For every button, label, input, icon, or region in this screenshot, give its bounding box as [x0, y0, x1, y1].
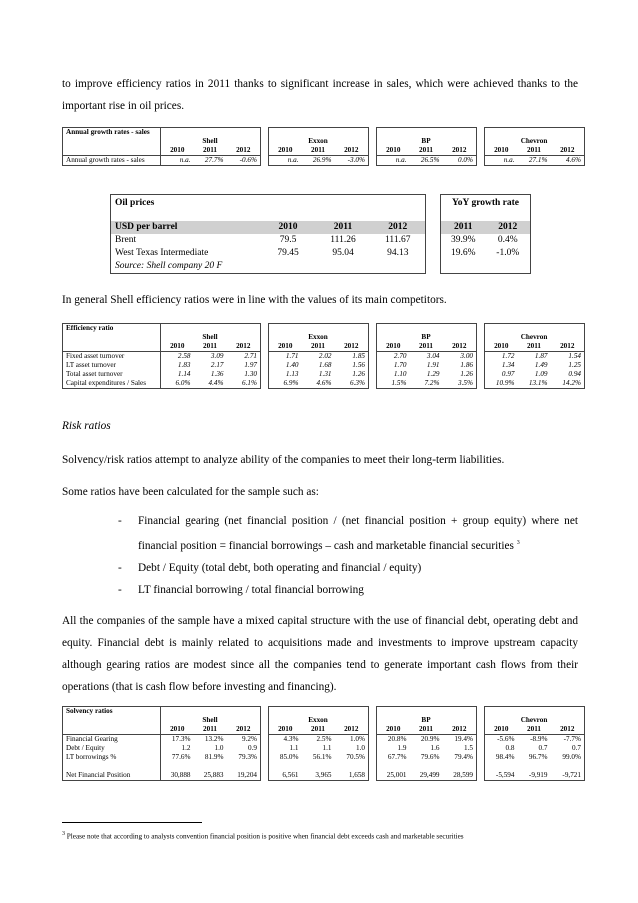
some-ratios-paragraph: Some ratios have been calculated for the sample such as:	[62, 486, 319, 498]
cell: 95.04	[332, 247, 354, 258]
table-cell: 27.7%	[194, 156, 227, 166]
table-title: Efficiency ratio	[63, 324, 161, 334]
table-cell: 10.9%	[485, 379, 518, 389]
table-cell: 20.8%	[377, 735, 410, 745]
table-cell: n.a.	[485, 156, 518, 166]
table-cell: 4.3%	[269, 735, 302, 745]
table-cell: 13.2%	[204, 735, 224, 743]
year-header: 2010	[161, 342, 194, 352]
table-cell: 1.40	[269, 361, 302, 370]
intro-paragraph: to improve efficiency ratios in 2011 thanks to significant increase in sales, which were achieved thanks to the important rise in oil prices.	[62, 78, 578, 112]
table-cell: -8.9%	[530, 735, 548, 743]
table-cell: 0.97	[485, 370, 518, 379]
table-cell: 1.72	[485, 352, 518, 362]
year-header: 2010	[269, 342, 302, 352]
table-cell: -9,721	[551, 771, 585, 781]
list-item-text: Financial gearing (net financial position / (net financial position + group equity) where net financial position = financial borrowings – cash and marketable financial securities	[138, 515, 578, 552]
company-header: Shell	[202, 333, 218, 341]
unit-label: USD per barrel	[111, 221, 261, 234]
year-header: 2012	[443, 146, 477, 156]
company-header: BP	[421, 716, 431, 724]
table-cell: 1.87	[534, 352, 548, 360]
table-cell: 20.9%	[420, 735, 440, 743]
table-cell: 0.8	[485, 744, 518, 753]
year-header: 2011	[518, 342, 551, 352]
solvency-paragraph: Solvency/risk ratios attempt to analyze ability of the companies to meet their long-term liabilities.	[62, 454, 505, 466]
footnote	[62, 830, 582, 841]
table-cell: n.a.	[377, 156, 410, 166]
table-cell: 30,888	[161, 771, 194, 781]
cell: 0.4%	[486, 234, 531, 247]
table-cell: 1.9	[377, 744, 410, 753]
table-cell: 14.2%	[551, 379, 585, 389]
year-header: 2010	[161, 146, 194, 156]
table-cell: 1.31	[318, 370, 332, 378]
table-cell: 1.0	[335, 744, 369, 753]
table-cell: 29,499	[410, 771, 443, 781]
table-cell: 2.02	[318, 352, 332, 360]
year-header: 2010	[261, 221, 316, 234]
table-cell: 1.97	[227, 361, 261, 370]
table-cell: 1.36	[210, 370, 224, 378]
table-cell: 0.7	[551, 744, 585, 753]
year-header: 2011	[302, 146, 335, 156]
row-label: LT borrowings %	[63, 753, 161, 762]
company-header: Shell	[202, 716, 218, 724]
year-header: 2012	[335, 725, 369, 735]
table-cell: 98.4%	[485, 753, 518, 762]
row-label: LT asset turnover	[63, 361, 161, 370]
year-header: 2012	[443, 725, 477, 735]
table-cell: 1.26	[443, 370, 477, 379]
table-cell: 79.4%	[443, 753, 477, 762]
year-header: 2012	[227, 146, 261, 156]
year-header: 2011	[410, 342, 443, 352]
table-cell: 3.09	[210, 352, 224, 360]
cell: 79.45	[277, 247, 299, 258]
table-cell: 13.1%	[518, 379, 551, 389]
year-header: 2012	[443, 342, 477, 352]
table-cell: 6.0%	[161, 379, 194, 389]
table-cell: 2.70	[377, 352, 410, 362]
table-cell: 0.94	[551, 370, 585, 379]
year-header: 2010	[485, 342, 518, 352]
table-title: Annual growth rates - sales	[63, 128, 161, 138]
row-label: West Texas Intermediate	[111, 247, 261, 260]
row-label: Debt / Equity	[63, 744, 161, 753]
table-cell: 3.04	[426, 352, 440, 360]
company-header: Exxon	[308, 716, 328, 724]
table-cell: 1.5%	[377, 379, 410, 389]
company-header: Chevron	[520, 333, 548, 341]
source-note: Source: Shell company 20 F	[111, 260, 261, 274]
table-title: Solvency ratios	[63, 707, 161, 717]
table-cell: -5.6%	[485, 735, 518, 745]
table-cell: -3.0%	[335, 156, 369, 166]
year-header: 2012	[227, 725, 261, 735]
cell: 111.26	[330, 234, 356, 245]
row-label: Net Financial Position	[63, 771, 161, 781]
table-cell: -7.7%	[551, 735, 585, 745]
growth-year-header: 2012	[486, 221, 531, 234]
cell: 39.9%	[441, 234, 486, 247]
year-header: 2010	[485, 146, 518, 156]
bullet-dash: -	[118, 583, 122, 596]
table-cell: 1.34	[485, 361, 518, 370]
table-cell: 1.54	[551, 352, 585, 362]
list-item-text: Debt / Equity (total debt, both operating and financial / equity)	[138, 561, 422, 574]
solvency-ratio-table	[62, 706, 585, 781]
list-item	[118, 510, 578, 557]
footnote-text: Please note that according to analysts convention financial position is positive when financial debt exceeds cash and marketable securities	[66, 832, 464, 841]
table-cell: 2.5%	[316, 735, 332, 743]
table-cell: 2.71	[227, 352, 261, 362]
year-header: 2010	[485, 725, 518, 735]
table-cell: 26.9%	[302, 156, 335, 166]
cell: 94.13	[371, 247, 426, 260]
table-cell: 1.29	[426, 370, 440, 378]
table-cell: 1.6	[430, 744, 440, 752]
bullet-dash: -	[118, 515, 122, 527]
row-label: Capital expenditures / Sales	[63, 379, 161, 389]
table-cell: 6.9%	[269, 379, 302, 389]
footnote-number: 3	[62, 831, 65, 837]
table-cell: 28,599	[443, 771, 477, 781]
table-cell: 1.25	[551, 361, 585, 370]
table-cell: 1.70	[377, 361, 410, 370]
table-cell: 81.9%	[204, 753, 224, 761]
table-cell: -9,919	[518, 771, 551, 781]
table-cell: 25,001	[377, 771, 410, 781]
efficiency-ratio-table	[62, 323, 585, 389]
oil-table-title: Oil prices	[111, 195, 261, 213]
table-cell: 1.0	[214, 744, 224, 752]
table-cell: 1.56	[335, 361, 369, 370]
table-cell: 96.7%	[528, 753, 548, 761]
year-header: 2011	[518, 725, 551, 735]
table-cell: 17.3%	[161, 735, 194, 745]
table-cell: 1.68	[318, 361, 332, 369]
table-cell: 3,965	[302, 771, 335, 781]
table-cell: 99.0%	[551, 753, 585, 762]
table-cell: 1.26	[335, 370, 369, 379]
table-cell: 1.49	[534, 361, 548, 369]
table-cell: 1.86	[443, 361, 477, 370]
year-header: 2011	[194, 146, 227, 156]
table-cell: 25,883	[194, 771, 227, 781]
table-cell: 1.71	[269, 352, 302, 362]
table-cell: 1.5	[443, 744, 477, 753]
table-cell: 2.58	[161, 352, 194, 362]
year-header: 2010	[269, 146, 302, 156]
cell: -1.0%	[486, 247, 531, 260]
table-cell: 1.30	[227, 370, 261, 379]
year-header: 2011	[194, 725, 227, 735]
table-cell: 0.9	[227, 744, 261, 753]
row-label: Brent	[111, 234, 261, 247]
table-cell: 27.1%	[518, 156, 551, 166]
list-item	[118, 579, 578, 601]
year-header: 2012	[335, 146, 369, 156]
table-cell: 1.1	[269, 744, 302, 753]
table-cell: -5,594	[485, 771, 518, 781]
table-cell: 3.5%	[443, 379, 477, 389]
cell: 79.5	[279, 234, 297, 245]
growth-year-header: 2011	[441, 221, 486, 234]
table-cell: 1.14	[161, 370, 194, 379]
list-item-text: LT financial borrowing / total financial borrowing	[138, 583, 364, 596]
table-cell: 26.5%	[410, 156, 443, 166]
oil-prices-table	[110, 194, 531, 274]
table-cell: 9.2%	[227, 735, 261, 745]
table-cell: 67.7%	[377, 753, 410, 762]
year-header: 2012	[335, 342, 369, 352]
row-label: Financial Gearing	[63, 735, 161, 745]
table-cell: 1.1	[322, 744, 332, 752]
table-cell: 4.6%	[302, 379, 335, 389]
year-header: 2010	[161, 725, 194, 735]
table-cell: 0.7	[538, 744, 548, 752]
table-cell: 3.00	[443, 352, 477, 362]
year-header: 2011	[194, 342, 227, 352]
table-cell: n.a.	[269, 156, 302, 166]
list-item	[118, 557, 578, 579]
year-header: 2012	[371, 221, 426, 234]
footnote-ref: 3	[516, 540, 520, 546]
table-cell: 1,658	[335, 771, 369, 781]
company-header: Shell	[202, 137, 218, 145]
growth-title: YoY growth rate	[441, 195, 531, 213]
year-header: 2012	[551, 146, 585, 156]
year-header: 2011	[302, 725, 335, 735]
capital-structure-paragraph: All the companies of the sample have a mixed capital structure with the use of financial debt, operating debt and equity. Financial debt is mainly related to acquisitions made and investments to improve upstream capacity although gearing ratios are modest since all the companies tend to generate important cash flows from their operations (that is cash flow before investing and financing).	[62, 615, 578, 693]
year-header: 2011	[410, 725, 443, 735]
table-cell: 1.83	[161, 361, 194, 370]
year-header: 2010	[269, 725, 302, 735]
company-header: Exxon	[308, 137, 328, 145]
table-cell: 79.6%	[420, 753, 440, 761]
year-header: 2012	[227, 342, 261, 352]
company-header: Exxon	[308, 333, 328, 341]
table-cell: 56.1%	[312, 753, 332, 761]
table-cell: 6.3%	[335, 379, 369, 389]
row-label: Fixed asset turnover	[63, 352, 161, 362]
table-cell: -0.6%	[227, 156, 261, 166]
table-cell: 6,561	[269, 771, 302, 781]
table-cell: 1.10	[377, 370, 410, 379]
ratio-list	[118, 510, 578, 601]
company-header: Chevron	[520, 137, 548, 145]
table-cell: 1.13	[269, 370, 302, 379]
year-header: 2010	[377, 725, 410, 735]
company-header: Chevron	[520, 716, 548, 724]
row-label: Total asset turnover	[63, 370, 161, 379]
table-cell: n.a.	[161, 156, 194, 166]
year-header: 2011	[410, 146, 443, 156]
year-header: 2011	[302, 342, 335, 352]
efficiency-paragraph: In general Shell efficiency ratios were in line with the values of its main competitors.	[62, 294, 447, 306]
table-cell: 1.85	[335, 352, 369, 362]
table-cell: 85.0%	[269, 753, 302, 762]
year-header: 2010	[377, 146, 410, 156]
company-header: BP	[421, 333, 431, 341]
footnote-divider	[62, 822, 202, 823]
growth-rates-table	[62, 127, 585, 166]
table-cell: 0.0%	[443, 156, 477, 166]
cell: 111.67	[371, 234, 426, 247]
year-header: 2012	[551, 725, 585, 735]
table-cell: 70.5%	[335, 753, 369, 762]
year-header: 2012	[551, 342, 585, 352]
bullet-dash: -	[118, 561, 122, 574]
table-cell: 79.3%	[227, 753, 261, 762]
table-cell: 1.09	[534, 370, 548, 378]
year-header: 2011	[316, 221, 371, 234]
risk-ratios-heading: Risk ratios	[62, 420, 111, 432]
table-cell: 4.4%	[194, 379, 227, 389]
table-cell: 4.6%	[551, 156, 585, 166]
table-cell: 77.6%	[161, 753, 194, 762]
table-cell: 19.4%	[443, 735, 477, 745]
table-cell: 2.17	[210, 361, 224, 369]
year-header: 2011	[518, 146, 551, 156]
row-label: Annual growth rates - sales	[63, 156, 161, 166]
table-cell: 1.0%	[335, 735, 369, 745]
table-cell: 6.1%	[227, 379, 261, 389]
company-header: BP	[421, 137, 431, 145]
table-cell: 7.2%	[410, 379, 443, 389]
table-cell: 19,204	[227, 771, 261, 781]
table-cell: 1.91	[426, 361, 440, 369]
year-header: 2010	[377, 342, 410, 352]
table-cell: 1.2	[161, 744, 194, 753]
cell: 19.6%	[441, 247, 486, 260]
